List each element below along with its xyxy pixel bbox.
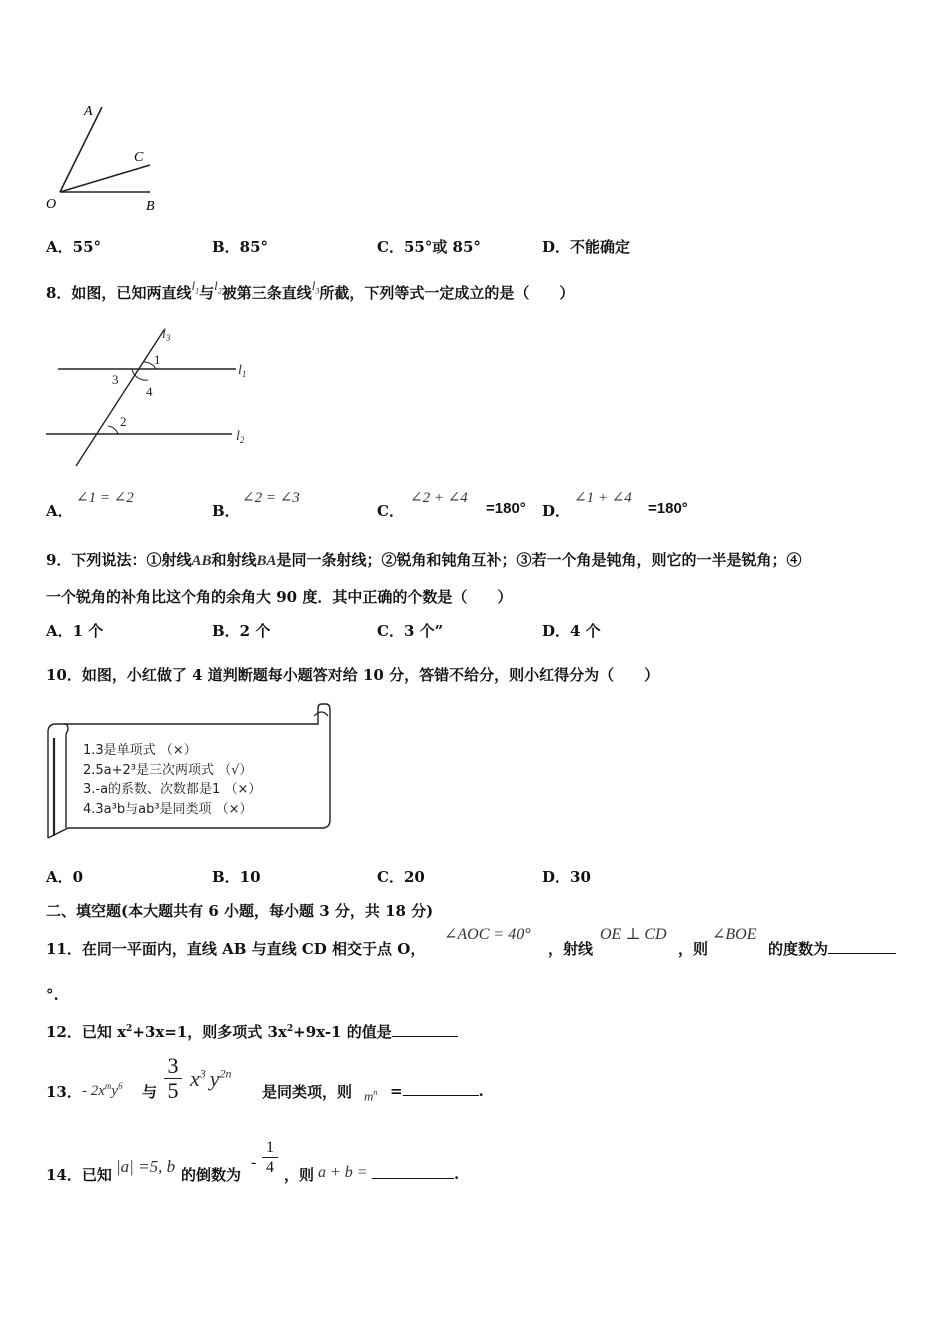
q9-stem-line1: 9．下列说法：①射线AB和射线BA是同一条射线；②锐角和钝角互补；③若一个角是钝角，则它的一半是锐角；④ — [46, 551, 802, 569]
q12-answer-blank[interactable] — [392, 1022, 458, 1037]
q8-option-c: C． — [377, 502, 404, 520]
q13-label: 13． — [46, 1083, 82, 1101]
q10-option-c: C．20 — [377, 868, 425, 886]
q8-option-a: A． — [46, 502, 73, 520]
q11-answer-blank[interactable] — [828, 939, 896, 954]
q14-a-plus-b: a + b = — [318, 1164, 368, 1181]
q14-label: 14．已知 — [46, 1166, 112, 1184]
label-c: C — [134, 150, 144, 165]
q9-option-b: B．2 个 — [212, 622, 271, 640]
q14-abs-a: |a| =5, b — [116, 1157, 176, 1176]
q11-degree-tail: °. — [46, 986, 59, 1004]
arc-angle-2 — [108, 426, 118, 434]
label-o: O — [46, 197, 57, 212]
q10-option-a: A．0 — [46, 868, 84, 886]
fig-label-l2: $l_2$ — [236, 429, 245, 445]
fig-label-l1: $l_1$ — [238, 363, 247, 379]
q10-option-d: D．30 — [542, 868, 591, 886]
q14-answer: . — [372, 1164, 459, 1183]
q13-fraction: 3 5 — [162, 1054, 184, 1103]
q9-option-c: C．3 个” — [377, 622, 444, 640]
q10-stem: 10．如图，小红做了 4 道判断题每小题答对给 10 分，答错不给分，则小红得分为（ ） — [46, 666, 660, 684]
fig-angle-3: 3 — [112, 372, 119, 387]
ray-oc — [60, 165, 150, 192]
q14-answer-blank[interactable] — [372, 1164, 454, 1179]
q14-then-text: ，则 — [284, 1166, 315, 1184]
q13-term-1: - $2x^my^6$ — [82, 1081, 123, 1099]
q7-option-d: D．不能确定 — [542, 238, 631, 256]
q11-angle-boe: ∠BOE — [712, 926, 757, 943]
q13-term-2: $x^3$ $y^{2n}$ — [190, 1066, 232, 1091]
q8-parallel-lines-figure — [40, 322, 270, 474]
q11-stem: 11．在同一平面内，直线 AB 与直线 CD 相交于点 O， — [46, 940, 426, 958]
ray-oa — [60, 107, 102, 192]
q13-condition-text: 是同类项，则 — [262, 1083, 353, 1101]
q10-option-b: B．10 — [212, 868, 261, 886]
q11-then-text: ，则 — [678, 940, 709, 958]
q8-option-c-tail: =180° — [486, 500, 526, 517]
q14-reciprocal-text: 的倒数为 — [181, 1166, 242, 1184]
q9-option-d: D．4 个 — [542, 622, 601, 640]
fig-angle-2: 2 — [120, 414, 127, 429]
q7-angle-figure — [40, 95, 180, 220]
q9-stem-line2: 一个锐角的补角比这个角的余角大 90 度．其中正确的个数是（ ） — [46, 588, 513, 606]
q8-option-c-expr: ∠2 + ∠4 — [410, 490, 468, 506]
section-2-heading: 二、填空题(本大题共有 6 小题，每小题 3 分，共 18 分) — [46, 902, 434, 920]
q7-option-c: C．55°或 85° — [377, 238, 481, 256]
q13-answer-blank[interactable] — [403, 1081, 479, 1096]
q9-option-a: A．1 个 — [46, 622, 104, 640]
q8-option-b-expr: ∠2 = ∠3 — [242, 490, 300, 506]
q10-card-line-2: 2.5a+2³是三次两项式 （√） — [83, 763, 253, 778]
q14-neg-sign: - — [251, 1154, 257, 1171]
fig-angle-1: 1 — [154, 352, 161, 367]
q11-degree-text: 的度数为 — [768, 938, 896, 959]
q12-stem: 12．已知 $x^2+3x=1$，则多项式 $3x^2+9x-1$ 的值是 — [46, 1021, 458, 1042]
q7-option-b: B．85° — [212, 238, 269, 256]
q10-card-line-3: 3.-a的系数、次数都是1 （×） — [83, 782, 262, 797]
fig-label-l3: $l_3$ — [162, 327, 171, 343]
q8-option-b: B． — [212, 502, 240, 520]
q11-oe-perp-cd: OE ⊥ CD — [600, 926, 667, 943]
q11-angle-aoc: ∠AOC = 40° — [444, 926, 531, 943]
q14-fraction: 1 4 — [262, 1138, 278, 1177]
q13-and-text: 与 — [142, 1083, 158, 1101]
q8-option-d-tail: =180° — [648, 500, 688, 517]
q8-option-d-expr: ∠1 + ∠4 — [574, 490, 632, 506]
q13-answer: = . — [390, 1082, 484, 1100]
q10-card-line-4: 4.3a³b与ab³是同类项 （×） — [83, 802, 253, 817]
q8-stem: 8．如图，已知两直线$l_1$与$l_2$被第三条直线$l_3$所截，下列等式一定成立的是（ ） — [46, 278, 575, 302]
q8-option-d: D． — [542, 502, 571, 520]
q11-ray-text: ，射线 — [548, 940, 594, 958]
label-a: A — [84, 104, 93, 119]
q13-m-pow-n: $m^n$ — [364, 1088, 378, 1104]
q8-option-a-expr: ∠1 = ∠2 — [76, 490, 134, 506]
q10-card-line-1: 1.3是单项式 （×） — [83, 743, 197, 758]
label-b: B — [146, 199, 155, 214]
fig-angle-4: 4 — [146, 384, 153, 399]
q7-option-a: A．55° — [46, 238, 102, 256]
arc-angle-3-4 — [132, 369, 148, 380]
